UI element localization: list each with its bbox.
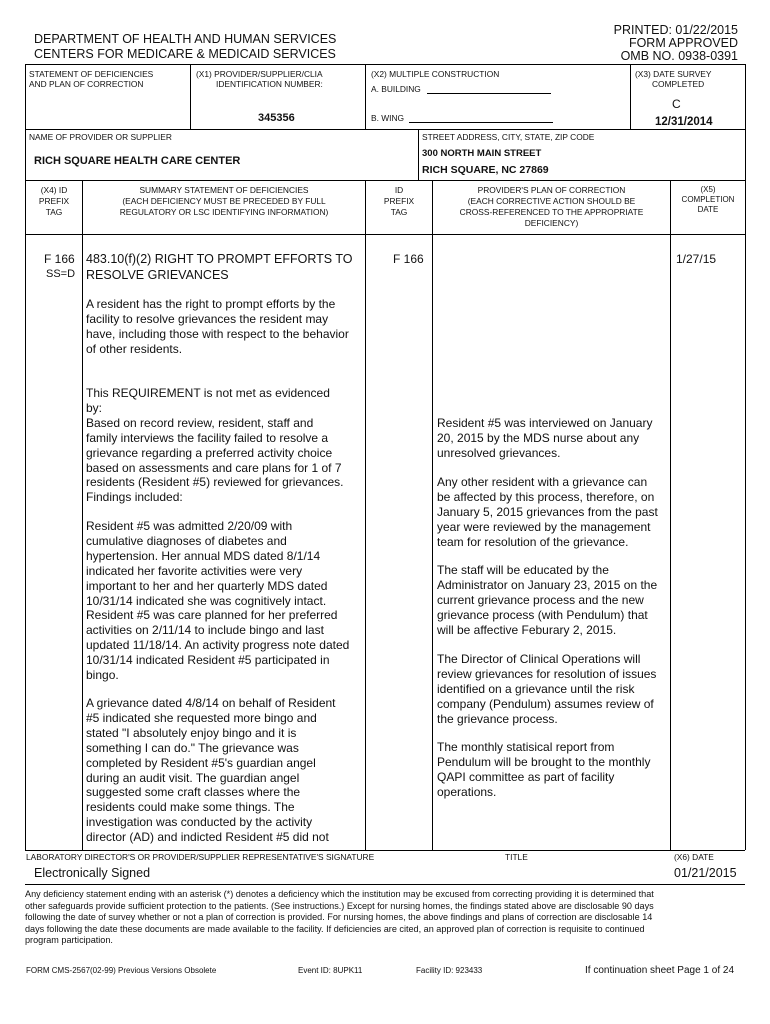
- date-label: (X6) DATE: [674, 852, 714, 862]
- street-line-2: RICH SQUARE, NC 27869: [422, 164, 549, 176]
- x5-heading-2: COMPLETION: [681, 195, 735, 204]
- divider-x3: [630, 64, 631, 129]
- plan-paragraph-4: The Director of Clinical Operations will review grievances for resolution of issues identified on a grievance until the risk company (Pendulum) assumes review of the grievance process.: [437, 652, 657, 726]
- divider-summary: [365, 180, 366, 850]
- divider-plan: [670, 180, 671, 850]
- tag-scope-severity: SS=D: [46, 268, 76, 280]
- x4-heading-1: (X4) ID: [40, 185, 68, 195]
- omb-number: OMB NO. 0938-0391: [620, 49, 738, 63]
- street-label: STREET ADDRESS, CITY, STATE, ZIP CODE: [422, 132, 595, 142]
- title-label: TITLE: [505, 852, 528, 862]
- event-id: Event ID: 8UPK11: [298, 966, 363, 975]
- summary-title: 483.10(f)(2) RIGHT TO PROMPT EFFORTS TO RESOLVE GRIEVANCES: [86, 252, 353, 282]
- id-heading-1: ID: [394, 185, 404, 195]
- completion-date: 1/27/15: [676, 252, 717, 266]
- summary-paragraph-3: Resident #5 was admitted 2/20/09 with cumulative diagnoses of diabetes and hypertension. Her annual MDS dated 8/1/14 indicated her favorite activities were very important to her and her quarterly MDS dated 10/31/14 indicated she was cognitively intact. Resident #5 was care planned for her preferred activities on 2/11/14 to include bingo and last updated 11/18/14. An activity progress note dated 10/31/14 indicated Resident #5 participated in bingo.: [86, 519, 350, 683]
- rule-body-bottom: [25, 850, 745, 851]
- wing-label: B. WING: [371, 113, 405, 123]
- x4-heading-2: PREFIX: [38, 196, 70, 206]
- plan-heading-1: PROVIDER'S PLAN OF CORRECTION: [477, 185, 626, 195]
- summary-paragraph-1: A resident has the right to prompt efforts by the facility to resolve grievances the resident may have, including those with respect to the behavior of other residents.: [86, 297, 349, 356]
- x1-label-2: IDENTIFICATION NUMBER:: [216, 79, 323, 89]
- building-blank: [427, 93, 551, 94]
- statement-label-2: AND PLAN OF CORRECTION: [29, 79, 144, 89]
- rule-mid: [25, 129, 745, 130]
- plan-heading-3: CROSS-REFERENCED TO THE APPROPRIATE: [459, 207, 644, 217]
- provider-id-number: 345356: [258, 112, 295, 124]
- plan-paragraph-2: Any other resident with a grievance can be affected by this process, therefore, on January 5, 2015 grievances from the past year were reviewed by the management team for resolution of the grievance.: [437, 475, 658, 549]
- divider-x2: [365, 64, 366, 129]
- page-continuation: If continuation sheet Page 1 of 24: [585, 965, 734, 976]
- border-right: [745, 64, 746, 850]
- divider-x1: [190, 64, 191, 129]
- plan-paragraph-5: The monthly statisical report from Pendulum will be brought to the monthly QAPI committee as part of facility operations.: [437, 740, 651, 799]
- summary-heading-2: (EACH DEFICIENCY MUST BE PRECEDED BY FULL: [122, 196, 326, 206]
- x1-label-1: (X1) PROVIDER/SUPPLIER/CLIA: [196, 69, 323, 79]
- street-line-1: 300 NORTH MAIN STREET: [422, 148, 542, 159]
- survey-date: 12/31/2014: [655, 116, 713, 128]
- form-approved: FORM APPROVED: [628, 36, 738, 50]
- summary-paragraph-4: A grievance dated 4/8/14 on behalf of Resident #5 indicated she requested more bingo and stated "I absolutely enjoy bingo and it is something I can do." The grievance was completed by Resident #5's guardian angel during an audit visit. The guardian angel suggested some craft classes where the residents could make some things. The investigation was conducted by the activity director (AD) and indicted Resident #5 did not: [86, 696, 336, 845]
- signature-date: 01/21/2015: [674, 866, 737, 880]
- department-title: DEPARTMENT OF HEALTH AND HUMAN SERVICES: [34, 32, 337, 46]
- provider-label: NAME OF PROVIDER OR SUPPLIER: [29, 132, 172, 142]
- plan-heading-4: DEFICIENCY): [524, 218, 579, 228]
- x5-heading-1: (X5): [700, 185, 716, 194]
- x4-heading-3: TAG: [45, 207, 63, 217]
- statement-label-1: STATEMENT OF DEFICIENCIES: [29, 69, 154, 79]
- disclaimer: Any deficiency statement ending with an asterisk (*) denotes a deficiency which the institution may be excused from correcting providing it is determined that other safeguards provide sufficient protection to the patients. (See instructions.) Except for nursing homes, the findings stated above are disclosable 90 days following the date of survey whether or not a plan of correction is provided. For nursing homes, the above findings and plans of correction are disclosable 14 days following the date these documents are made available to the facility. If deficiencies are cited, an approved plan of correction is requisite to continued program participation.: [25, 889, 654, 945]
- plan-paragraph-3: The staff will be educated by the Administrator on January 23, 2015 on the current grievance process and the new grievance process (with Pendulum) that will be affective Feburary 2, 2015.: [437, 563, 658, 637]
- facility-id: Facility ID: 923433: [416, 966, 483, 975]
- divider-prefix-left: [82, 180, 83, 850]
- tag-left: F 166: [44, 252, 75, 266]
- electronic-signature: Electronically Signed: [34, 866, 151, 880]
- summary-heading-1: SUMMARY STATEMENT OF DEFICIENCIES: [139, 185, 309, 195]
- x3-label-1: (X3) DATE SURVEY: [635, 69, 712, 79]
- id-heading-3: TAG: [390, 207, 408, 217]
- signature-label: LABORATORY DIRECTOR'S OR PROVIDER/SUPPLIER REPRESENTATIVE'S SIGNATURE: [26, 852, 375, 862]
- rule-signature-bottom: [25, 884, 745, 885]
- provider-name: RICH SQUARE HEALTH CARE CENTER: [34, 155, 241, 167]
- divider-prefix-right: [432, 180, 433, 850]
- x5-heading-3: DATE: [697, 205, 719, 214]
- divider-address: [418, 129, 419, 180]
- border-left: [25, 64, 26, 850]
- plan-heading-2: (EACH CORRECTIVE ACTION SHOULD BE: [467, 196, 636, 206]
- plan-paragraph-1: Resident #5 was interviewed on January 20, 2015 by the MDS nurse about any unresolved grievances.: [437, 416, 653, 460]
- id-heading-2: PREFIX: [383, 196, 415, 206]
- rule-top: [25, 64, 745, 65]
- wing-blank: [409, 122, 553, 123]
- printed-date: PRINTED: 01/22/2015: [613, 23, 738, 37]
- building-label: A. BUILDING: [371, 84, 421, 94]
- x2-label: (X2) MULTIPLE CONSTRUCTION: [371, 69, 500, 79]
- summary-heading-3: REGULATORY OR LSC IDENTIFYING INFORMATION): [119, 207, 329, 217]
- summary-paragraph-2: This REQUIREMENT is not met as evidenced by: Based on record review, resident, staff and family interviews the facility failed to resolve a grievance regarding a preferred activity choice based on assessments and care plans for 1 of 7 residents (Resident #5) reviewed for grievances. Findings included:: [86, 386, 344, 505]
- survey-code: C: [672, 97, 681, 111]
- rule-cols: [25, 180, 745, 181]
- rule-cols-bottom: [25, 234, 745, 235]
- centers-title: CENTERS FOR MEDICARE & MEDICAID SERVICES: [34, 47, 336, 61]
- tag-right: F 166: [393, 252, 424, 266]
- x3-label-2: COMPLETED: [652, 79, 705, 89]
- form-number: FORM CMS-2567(02-99) Previous Versions Obsolete: [26, 966, 217, 975]
